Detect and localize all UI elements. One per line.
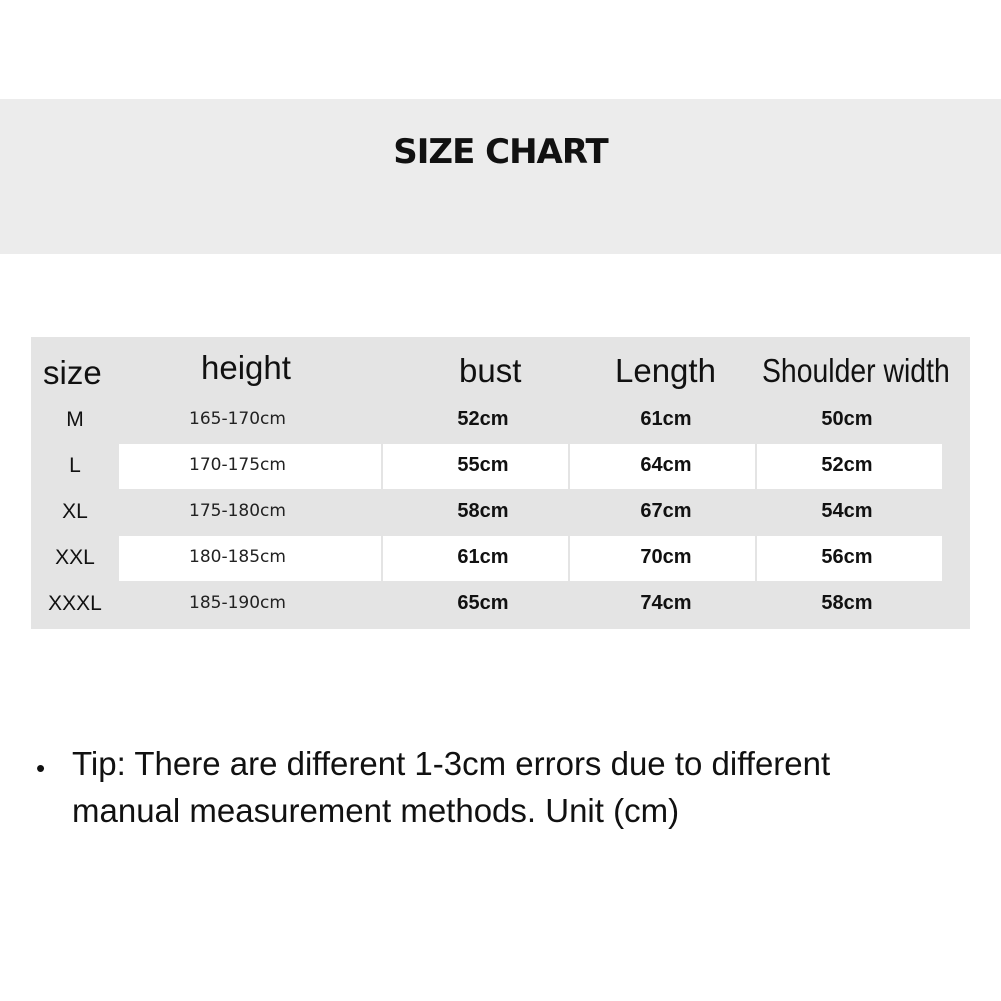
bust-cell: 52cm	[457, 408, 509, 430]
height-cell: 170-175cm	[189, 455, 286, 475]
title-banner	[0, 99, 1001, 254]
column-header-length: Length	[615, 352, 716, 389]
length-cell: 74cm	[640, 592, 692, 614]
column-header-size: size	[43, 354, 102, 391]
table-row	[31, 489, 970, 534]
bust-cell: 58cm	[457, 500, 509, 522]
bust-cell: 55cm	[457, 454, 509, 476]
size-cell: M	[66, 408, 84, 431]
size-cell: XXL	[55, 546, 95, 569]
length-cell: 61cm	[640, 408, 692, 430]
shoulder-width-cell: 54cm	[821, 500, 873, 522]
table-row	[31, 581, 970, 626]
tip-text: Tip: There are different 1-3cm errors due to different manual measurement methods. Unit (cm)	[72, 745, 831, 829]
length-cell: 70cm	[640, 546, 692, 568]
length-cell: 64cm	[640, 454, 692, 476]
shoulder-width-cell: 56cm	[821, 546, 873, 568]
length-cell: 67cm	[640, 500, 692, 522]
height-cell: 180-185cm	[189, 547, 286, 567]
bust-cell: 65cm	[457, 592, 509, 614]
column-header-bust: bust	[459, 352, 522, 389]
size-cell: XXXL	[48, 592, 102, 615]
table-row	[31, 397, 970, 442]
table-row	[31, 535, 970, 580]
height-cell: 175-180cm	[189, 501, 286, 521]
height-cell: 185-190cm	[189, 593, 286, 613]
page-title: SIZE CHART	[393, 132, 608, 172]
shoulder-width-cell: 52cm	[821, 454, 873, 476]
size-chart-table	[31, 337, 970, 629]
bullet-icon: •	[36, 753, 46, 783]
table-row	[31, 443, 970, 488]
shoulder-width-cell: 50cm	[821, 408, 873, 430]
height-cell: 165-170cm	[189, 409, 286, 429]
size-cell: XL	[62, 500, 88, 523]
size-cell: L	[69, 454, 81, 477]
bust-cell: 61cm	[457, 546, 509, 568]
shoulder-width-cell: 58cm	[821, 592, 873, 614]
column-header-shoulder-width: Shoulder width	[762, 352, 950, 389]
column-header-height: height	[201, 349, 291, 386]
